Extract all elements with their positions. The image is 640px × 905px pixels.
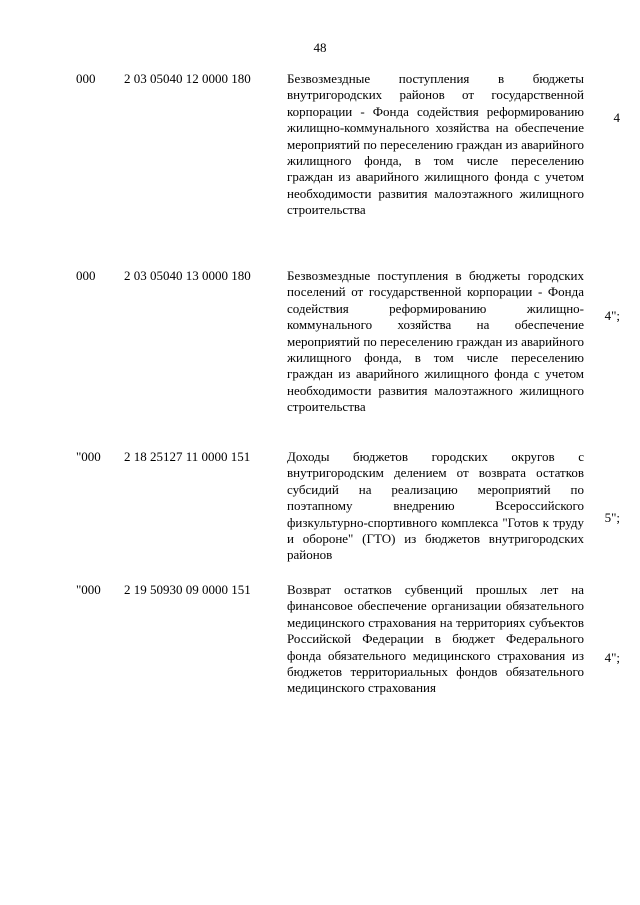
admin-code: "000 — [76, 582, 101, 597]
row-value: 4"; — [604, 308, 620, 323]
row-description: Безвозмездные поступления в бюджеты городских поселений от государственной корпорации - Фонда содействия реформированию жилищно-коммунального хозяйства на обеспечение мероприятий по переселению граждан из аварийного жилищного фонда, в том числе переселению граждан из аварийного жилищного фонда с учетом необходимости развития малоэтажного жилищного строительства — [287, 268, 584, 415]
admin-code: 000 — [76, 268, 96, 283]
page-number: 48 — [313, 40, 327, 55]
row-description: Доходы бюджетов городских округов с внутригородским делением от возврата остатков субсидий на реализацию мероприятий по поэтапному внедрению Всероссийского физкультурно-спортивного комплекса "Готов к труду и обороне" (ГТО) из бюджетов внутригородских районов — [287, 449, 584, 563]
row-description: Возврат остатков субвенций прошлых лет на финансовое обеспечение организации обязательного медицинского страхования на территориях субъектов Российской Федерации в бюджет Федерального фонда обязательного медицинского страхования из бюджетов территориальных фондов обязательного медицинского страхования — [287, 582, 584, 696]
budget-code: 2 19 50930 09 0000 151 — [124, 582, 251, 597]
admin-code: "000 — [76, 449, 101, 464]
row-value: 4"; — [604, 650, 620, 665]
row-value: 4 — [613, 110, 620, 125]
budget-code: 2 03 05040 13 0000 180 — [124, 268, 251, 283]
row-value: 5"; — [604, 510, 620, 525]
budget-code: 2 03 05040 12 0000 180 — [124, 71, 251, 86]
row-description: Безвозмездные поступления в бюджеты внутригородских районов от государственной корпорации - Фонда содействия реформированию жилищно-коммунального хозяйства на обеспечение мероприятий по переселению граждан из аварийного жилищного фонда, в том числе переселению граждан из аварийного жилищного фонда с учетом необходимости развития малоэтажного жилищного строительства — [287, 71, 584, 218]
admin-code: 000 — [76, 71, 96, 86]
budget-code: 2 18 25127 11 0000 151 — [124, 449, 251, 464]
